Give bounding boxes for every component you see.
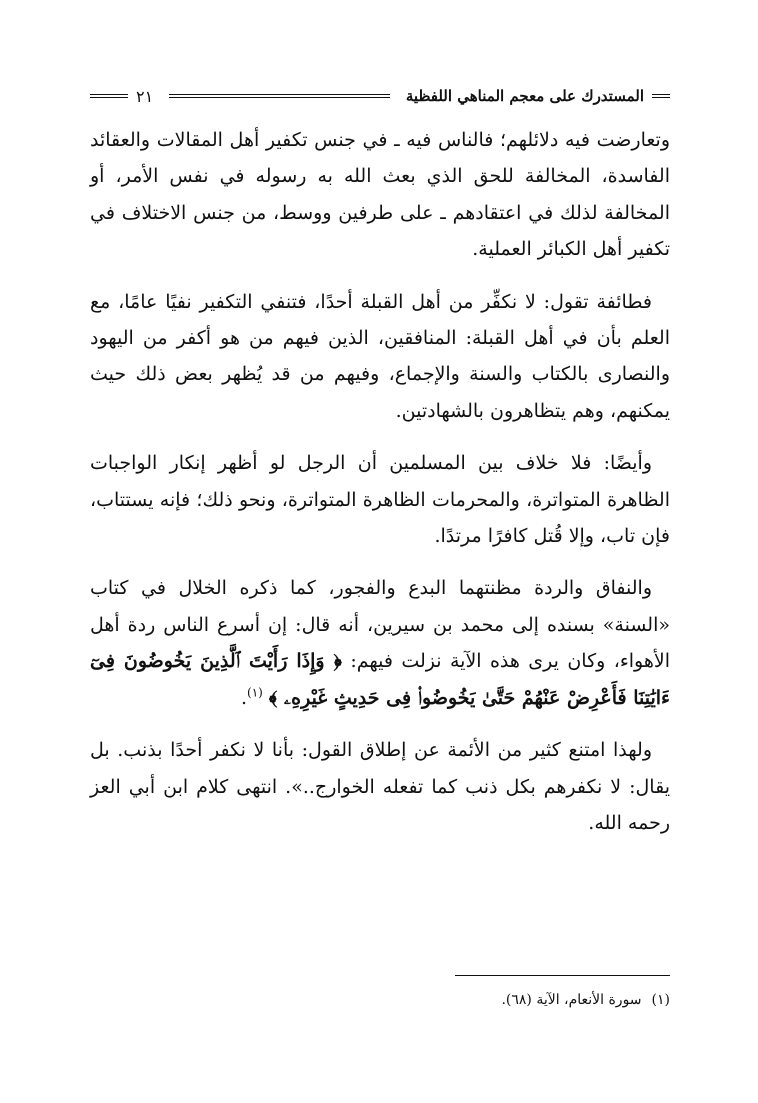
paragraph-4 [90,570,670,716]
footnote-number: (١) [651,992,670,1008]
paragraph-3: وأيضًا: فلا خلاف بين المسلمين أن الرجل لو أظهر إنكار الواجبات الظاهرة المتواترة، والمحرمات الظاهرة المتواترة، ونحو ذلك؛ فإنه يستتاب، فإن تاب، وإلا قُتل كافرًا مرتدًا. [90,452,670,548]
running-header [90,83,670,109]
footnote-text: سورة الأنعام، الآية (٦٨). [501,992,642,1008]
paragraph-2: فطائفة تقول: لا نكفِّر من أهل القبلة أحدًا، فتنفي التكفير نفيًا عامًا، مع العلم بأن في أهل القبلة: المنافقين، الذين فيهم من هو أكفر من اليهود والنصارى بالكتاب والسنة والإجماع، وفيهم من قد يُظهر بعض ذلك حيث يمكنهم، وهم يتظاهرون بالشهادتين. [90,290,670,422]
paragraph-4-text: والنفاق والردة مظنتهما البدع والفجور، كما ذكره الخلال في كتاب «السنة» بسنده إلى محمد بن سيرين، أنه قال: إن أسرع الناس ردة أهل الأهواء، وكان يرى هذه الآية نزلت فيهم: [90,577,671,673]
footnote-reference[interactable]: (١) [247,685,263,700]
footnote-1 [90,992,670,1008]
header-rule-middle [169,94,390,98]
header-rule-left [90,94,128,98]
quran-verse: ﴿ وَإِذَا رَأَيْتَ ٱلَّذِينَ يَخُوضُونَ فِىٓ ءَايَٰتِنَا فَأَعْرِضْ عَنْهُمْ حَتَّىٰ يَخُوضُوا۟ فِى حَدِيثٍ غَيْرِهِۦ ﴾ [90,650,670,709]
paragraph-5: ولهذا امتنع كثير من الأئمة عن إطلاق القول: بأنا لا نكفر أحدًا بذنب. بل يقال: لا نكفرهم بكل ذنب كما تفعله الخوارج..». انتهى كلام ابن أبي العز رحمه الله. [90,739,670,834]
footnote-separator [455,975,670,976]
page-body [90,122,670,857]
paragraph-1: وتعارضت فيه دلائلهم؛ فالناس فيه ـ في جنس تكفير أهل المقالات والعقائد الفاسدة، المخالفة للحق الذي بعث الله به رسوله في نفس الأمر، أو المخالفة لذلك في اعتقادهم ـ على طرفين ووسط، من جنس الاختلاف في تكفير أهل الكبائر العملية. [90,129,670,261]
header-book-title: المستدرك على معجم المناهي اللفظية [405,87,644,105]
page-number: ٢١ [136,86,154,106]
header-rule-right [652,94,670,98]
paragraph-4-end: . [240,686,247,709]
